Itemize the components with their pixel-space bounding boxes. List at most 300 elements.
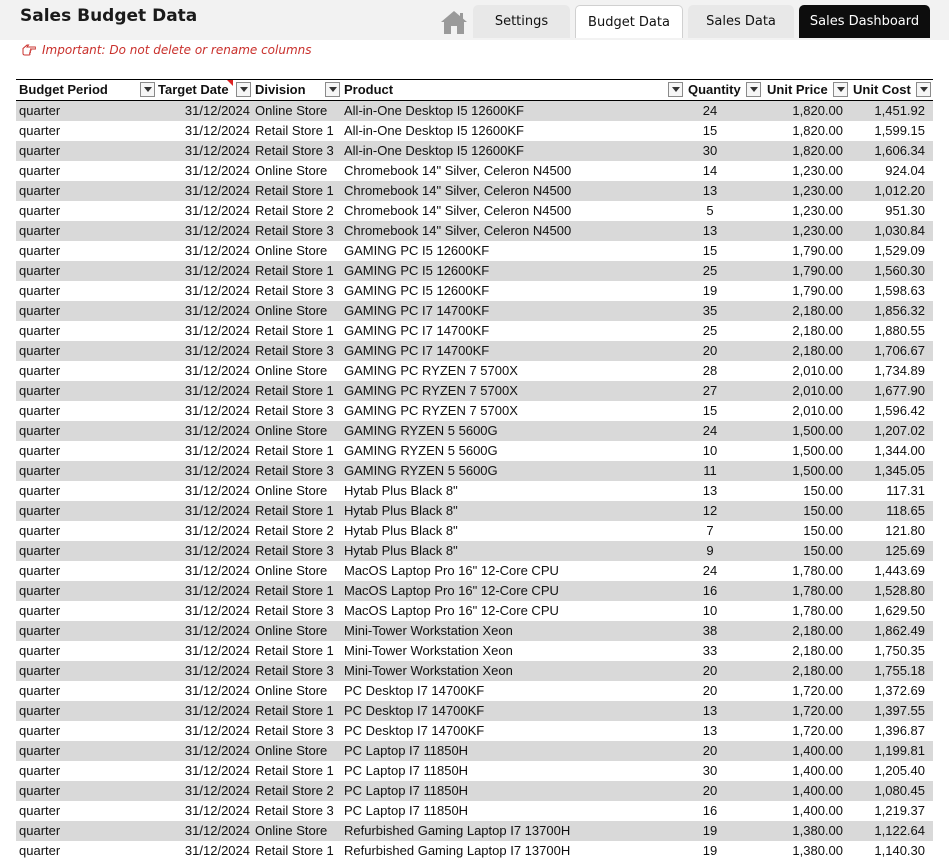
budget-period-cell[interactable]: quarter <box>19 643 61 658</box>
quantity-cell[interactable]: 5 <box>706 203 714 218</box>
division-cell[interactable]: Online Store <box>255 423 328 438</box>
quantity-cell[interactable]: 25 <box>702 323 718 338</box>
unit-cost-cell[interactable]: 118.65 <box>886 503 925 518</box>
target-date-cell[interactable]: 31/12/2024 <box>184 423 250 438</box>
product-cell[interactable]: GAMING PC I7 14700KF <box>344 343 490 358</box>
filter-unit-price-button[interactable] <box>833 82 848 97</box>
product-cell[interactable]: PC Laptop I7 11850H <box>344 763 469 778</box>
product-cell[interactable]: MacOS Laptop Pro 16" 12-Core CPU <box>344 583 559 598</box>
budget-period-cell[interactable]: quarter <box>19 803 61 818</box>
budget-period-cell[interactable]: quarter <box>19 263 61 278</box>
quantity-cell[interactable]: 25 <box>702 263 718 278</box>
unit-price-cell[interactable]: 1,500.00 <box>792 443 843 458</box>
table-row[interactable] <box>16 161 933 181</box>
unit-cost-cell[interactable]: 1,122.64 <box>874 823 925 838</box>
table-row[interactable] <box>16 641 933 661</box>
unit-cost-cell[interactable]: 1,750.35 <box>874 643 925 658</box>
budget-period-cell[interactable]: quarter <box>19 403 61 418</box>
division-cell[interactable]: Retail Store 2 <box>255 783 334 798</box>
budget-period-cell[interactable]: quarter <box>19 303 61 318</box>
unit-cost-cell[interactable]: 1,596.42 <box>874 403 925 418</box>
table-row[interactable] <box>16 581 933 601</box>
table-row[interactable] <box>16 481 933 501</box>
unit-cost-cell[interactable]: 121.80 <box>885 523 925 538</box>
quantity-cell[interactable]: 20 <box>702 663 718 678</box>
target-date-cell[interactable]: 31/12/2024 <box>184 743 250 758</box>
quantity-cell[interactable]: 24 <box>702 423 718 438</box>
unit-price-cell[interactable]: 2,180.00 <box>792 323 843 338</box>
budget-period-cell[interactable]: quarter <box>19 103 61 118</box>
budget-period-cell[interactable]: quarter <box>19 443 61 458</box>
unit-cost-cell[interactable]: 1,207.02 <box>874 423 925 438</box>
unit-cost-cell[interactable]: 1,140.30 <box>874 843 925 858</box>
quantity-cell[interactable]: 13 <box>702 183 718 198</box>
unit-price-cell[interactable]: 150.00 <box>803 543 843 558</box>
unit-cost-cell[interactable]: 1,599.15 <box>874 123 925 138</box>
product-cell[interactable]: MacOS Laptop Pro 16" 12-Core CPU <box>344 603 559 618</box>
quantity-cell[interactable]: 15 <box>702 123 718 138</box>
target-date-cell[interactable]: 31/12/2024 <box>184 463 250 478</box>
target-date-cell[interactable]: 31/12/2024 <box>184 203 250 218</box>
unit-price-cell[interactable]: 1,720.00 <box>792 723 843 738</box>
target-date-cell[interactable]: 31/12/2024 <box>184 163 250 178</box>
unit-cost-cell[interactable]: 1,451.92 <box>874 103 925 118</box>
product-cell[interactable]: Chromebook 14" Silver, Celeron N4500 <box>344 223 572 238</box>
unit-cost-cell[interactable]: 1,755.18 <box>874 663 925 678</box>
target-date-cell[interactable]: 31/12/2024 <box>184 543 250 558</box>
target-date-cell[interactable]: 31/12/2024 <box>184 583 250 598</box>
product-cell[interactable]: All-in-One Desktop I5 12600KF <box>344 123 524 138</box>
target-date-cell[interactable]: 31/12/2024 <box>184 723 250 738</box>
division-cell[interactable]: Online Store <box>255 683 328 698</box>
budget-period-cell[interactable]: quarter <box>19 503 61 518</box>
budget-period-cell[interactable]: quarter <box>19 623 61 638</box>
unit-price-cell[interactable]: 150.00 <box>803 523 843 538</box>
home-button[interactable] <box>438 7 470 37</box>
unit-price-cell[interactable]: 1,230.00 <box>792 203 843 218</box>
product-cell[interactable]: All-in-One Desktop I5 12600KF <box>344 143 524 158</box>
filter-quantity-button[interactable] <box>746 82 761 97</box>
quantity-cell[interactable]: 35 <box>702 303 718 318</box>
division-cell[interactable]: Online Store <box>255 303 328 318</box>
unit-price-cell[interactable]: 1,790.00 <box>792 263 843 278</box>
target-date-cell[interactable]: 31/12/2024 <box>184 343 250 358</box>
table-row[interactable] <box>16 341 933 361</box>
budget-period-cell[interactable]: quarter <box>19 243 61 258</box>
table-row[interactable] <box>16 561 933 581</box>
product-cell[interactable]: Mini-Tower Workstation Xeon <box>344 643 513 658</box>
unit-price-cell[interactable]: 2,180.00 <box>792 343 843 358</box>
unit-price-cell[interactable]: 150.00 <box>803 503 843 518</box>
target-date-cell[interactable]: 31/12/2024 <box>184 143 250 158</box>
target-date-cell[interactable]: 31/12/2024 <box>184 263 250 278</box>
filter-unit-cost-button[interactable] <box>916 82 931 97</box>
quantity-cell[interactable]: 9 <box>706 543 714 558</box>
product-cell[interactable]: Refurbished Gaming Laptop I7 13700H <box>344 843 571 858</box>
quantity-cell[interactable]: 30 <box>702 763 718 778</box>
budget-period-cell[interactable]: quarter <box>19 123 61 138</box>
table-row[interactable] <box>16 801 933 821</box>
unit-price-cell[interactable]: 1,400.00 <box>792 763 843 778</box>
quantity-cell[interactable]: 19 <box>702 843 718 858</box>
tab-sales-data[interactable]: Sales Data <box>688 5 794 38</box>
budget-period-cell[interactable]: quarter <box>19 223 61 238</box>
product-cell[interactable]: All-in-One Desktop I5 12600KF <box>344 103 524 118</box>
budget-period-cell[interactable]: quarter <box>19 703 61 718</box>
unit-price-cell[interactable]: 2,180.00 <box>792 623 843 638</box>
table-row[interactable] <box>16 621 933 641</box>
quantity-cell[interactable]: 33 <box>702 643 718 658</box>
filter-product-button[interactable] <box>668 82 683 97</box>
quantity-cell[interactable]: 20 <box>702 743 718 758</box>
quantity-cell[interactable]: 30 <box>702 143 718 158</box>
division-cell[interactable]: Retail Store 2 <box>255 523 334 538</box>
unit-price-cell[interactable]: 1,230.00 <box>792 163 843 178</box>
unit-cost-cell[interactable]: 1,856.32 <box>874 303 925 318</box>
unit-price-cell[interactable]: 1,790.00 <box>792 283 843 298</box>
target-date-cell[interactable]: 31/12/2024 <box>184 843 250 858</box>
division-cell[interactable]: Online Store <box>255 243 328 258</box>
budget-period-cell[interactable]: quarter <box>19 323 61 338</box>
division-cell[interactable]: Retail Store 1 <box>255 843 334 858</box>
division-cell[interactable]: Retail Store 3 <box>255 543 334 558</box>
target-date-cell[interactable]: 31/12/2024 <box>184 683 250 698</box>
unit-cost-cell[interactable]: 1,080.45 <box>874 783 925 798</box>
product-cell[interactable]: PC Desktop I7 14700KF <box>344 683 485 698</box>
unit-price-cell[interactable]: 1,780.00 <box>792 603 843 618</box>
unit-cost-cell[interactable]: 125.69 <box>885 543 925 558</box>
division-cell[interactable]: Retail Store 1 <box>255 263 334 278</box>
budget-period-cell[interactable]: quarter <box>19 363 61 378</box>
budget-period-cell[interactable]: quarter <box>19 523 61 538</box>
product-cell[interactable]: PC Laptop I7 11850H <box>344 743 469 758</box>
table-row[interactable] <box>16 141 933 161</box>
product-cell[interactable]: GAMING PC I5 12600KF <box>344 243 490 258</box>
unit-price-cell[interactable]: 1,230.00 <box>792 223 843 238</box>
target-date-cell[interactable]: 31/12/2024 <box>184 643 250 658</box>
division-cell[interactable]: Retail Store 1 <box>255 583 334 598</box>
quantity-cell[interactable]: 38 <box>702 623 718 638</box>
product-cell[interactable]: Hytab Plus Black 8" <box>344 523 458 538</box>
quantity-cell[interactable]: 13 <box>702 223 718 238</box>
quantity-cell[interactable]: 15 <box>702 243 718 258</box>
budget-period-cell[interactable]: quarter <box>19 783 61 798</box>
quantity-cell[interactable]: 19 <box>702 823 718 838</box>
product-cell[interactable]: GAMING PC I7 14700KF <box>344 323 490 338</box>
budget-period-cell[interactable]: quarter <box>19 823 61 838</box>
division-cell[interactable]: Online Store <box>255 563 328 578</box>
division-cell[interactable]: Retail Store 3 <box>255 343 334 358</box>
unit-cost-cell[interactable]: 1,345.05 <box>874 463 925 478</box>
unit-price-cell[interactable]: 1,230.00 <box>792 183 843 198</box>
division-cell[interactable]: Retail Store 3 <box>255 603 334 618</box>
unit-cost-cell[interactable]: 1,560.30 <box>874 263 925 278</box>
quantity-cell[interactable]: 10 <box>702 603 718 618</box>
unit-price-cell[interactable]: 1,820.00 <box>792 123 843 138</box>
table-row[interactable] <box>16 821 933 841</box>
budget-period-cell[interactable]: quarter <box>19 163 61 178</box>
unit-cost-cell[interactable]: 1,862.49 <box>874 623 925 638</box>
unit-cost-cell[interactable]: 1,219.37 <box>874 803 925 818</box>
division-cell[interactable]: Online Store <box>255 483 328 498</box>
division-cell[interactable]: Online Store <box>255 163 328 178</box>
division-cell[interactable]: Retail Store 1 <box>255 123 334 138</box>
target-date-cell[interactable]: 31/12/2024 <box>184 283 250 298</box>
budget-period-cell[interactable]: quarter <box>19 283 61 298</box>
division-cell[interactable]: Retail Store 1 <box>255 323 334 338</box>
unit-price-cell[interactable]: 1,400.00 <box>792 743 843 758</box>
budget-period-cell[interactable]: quarter <box>19 743 61 758</box>
division-cell[interactable]: Retail Store 1 <box>255 643 334 658</box>
unit-cost-cell[interactable]: 1,012.20 <box>874 183 925 198</box>
target-date-cell[interactable]: 31/12/2024 <box>184 503 250 518</box>
target-date-cell[interactable]: 31/12/2024 <box>184 103 250 118</box>
budget-period-cell[interactable]: quarter <box>19 423 61 438</box>
unit-price-cell[interactable]: 2,010.00 <box>792 403 843 418</box>
division-cell[interactable]: Online Store <box>255 623 328 638</box>
unit-price-cell[interactable]: 2,180.00 <box>792 303 843 318</box>
division-cell[interactable]: Online Store <box>255 363 328 378</box>
unit-cost-cell[interactable]: 1,528.80 <box>874 583 925 598</box>
budget-period-cell[interactable]: quarter <box>19 683 61 698</box>
target-date-cell[interactable]: 31/12/2024 <box>184 323 250 338</box>
table-row[interactable] <box>16 321 933 341</box>
table-row[interactable] <box>16 441 933 461</box>
quantity-cell[interactable]: 27 <box>702 383 718 398</box>
table-row[interactable] <box>16 421 933 441</box>
product-cell[interactable]: GAMING PC RYZEN 7 5700X <box>344 403 518 418</box>
division-cell[interactable]: Retail Store 1 <box>255 443 334 458</box>
target-date-cell[interactable]: 31/12/2024 <box>184 763 250 778</box>
product-cell[interactable]: GAMING PC I5 12600KF <box>344 263 490 278</box>
unit-cost-cell[interactable]: 1,880.55 <box>874 323 925 338</box>
unit-cost-cell[interactable]: 1,372.69 <box>874 683 925 698</box>
budget-period-cell[interactable]: quarter <box>19 483 61 498</box>
target-date-cell[interactable]: 31/12/2024 <box>184 403 250 418</box>
unit-price-cell[interactable]: 1,780.00 <box>792 583 843 598</box>
product-cell[interactable]: PC Laptop I7 11850H <box>344 783 469 798</box>
product-cell[interactable]: Hytab Plus Black 8" <box>344 503 458 518</box>
quantity-cell[interactable]: 15 <box>702 403 718 418</box>
target-date-cell[interactable]: 31/12/2024 <box>184 123 250 138</box>
unit-cost-cell[interactable]: 1,396.87 <box>874 723 925 738</box>
target-date-cell[interactable]: 31/12/2024 <box>184 483 250 498</box>
unit-price-cell[interactable]: 2,180.00 <box>792 663 843 678</box>
unit-cost-cell[interactable]: 1,529.09 <box>874 243 925 258</box>
product-cell[interactable]: Chromebook 14" Silver, Celeron N4500 <box>344 203 572 218</box>
unit-price-cell[interactable]: 1,720.00 <box>792 683 843 698</box>
unit-cost-cell[interactable]: 924.04 <box>885 163 925 178</box>
unit-cost-cell[interactable]: 1,030.84 <box>874 223 925 238</box>
target-date-cell[interactable]: 31/12/2024 <box>184 183 250 198</box>
unit-price-cell[interactable]: 1,400.00 <box>792 783 843 798</box>
table-row[interactable] <box>16 721 933 741</box>
table-row[interactable] <box>16 221 933 241</box>
product-cell[interactable]: MacOS Laptop Pro 16" 12-Core CPU <box>344 563 559 578</box>
tab-settings[interactable]: Settings <box>473 5 570 38</box>
unit-price-cell[interactable]: 2,010.00 <box>792 363 843 378</box>
target-date-cell[interactable]: 31/12/2024 <box>184 523 250 538</box>
target-date-cell[interactable]: 31/12/2024 <box>184 703 250 718</box>
division-cell[interactable]: Retail Store 3 <box>255 663 334 678</box>
product-cell[interactable]: GAMING PC I5 12600KF <box>344 283 490 298</box>
division-cell[interactable]: Retail Store 3 <box>255 803 334 818</box>
unit-cost-cell[interactable]: 1,677.90 <box>874 383 925 398</box>
budget-period-cell[interactable]: quarter <box>19 763 61 778</box>
division-cell[interactable]: Online Store <box>255 823 328 838</box>
quantity-cell[interactable]: 20 <box>702 343 718 358</box>
target-date-cell[interactable]: 31/12/2024 <box>184 303 250 318</box>
filter-division-button[interactable] <box>325 82 340 97</box>
table-row[interactable] <box>16 761 933 781</box>
unit-price-cell[interactable]: 1,500.00 <box>792 463 843 478</box>
product-cell[interactable]: GAMING PC RYZEN 7 5700X <box>344 363 518 378</box>
table-row[interactable] <box>16 501 933 521</box>
division-cell[interactable]: Retail Store 1 <box>255 183 334 198</box>
product-cell[interactable]: Hytab Plus Black 8" <box>344 543 458 558</box>
target-date-cell[interactable]: 31/12/2024 <box>184 623 250 638</box>
budget-period-cell[interactable]: quarter <box>19 203 61 218</box>
table-row[interactable] <box>16 241 933 261</box>
quantity-cell[interactable]: 13 <box>702 703 718 718</box>
product-cell[interactable]: PC Desktop I7 14700KF <box>344 703 485 718</box>
table-row[interactable] <box>16 301 933 321</box>
unit-cost-cell[interactable]: 1,344.00 <box>874 443 925 458</box>
table-row[interactable] <box>16 401 933 421</box>
unit-cost-cell[interactable]: 1,397.55 <box>874 703 925 718</box>
quantity-cell[interactable]: 16 <box>702 583 718 598</box>
table-row[interactable] <box>16 841 933 861</box>
unit-price-cell[interactable]: 2,010.00 <box>792 383 843 398</box>
product-cell[interactable]: Chromebook 14" Silver, Celeron N4500 <box>344 163 572 178</box>
division-cell[interactable]: Retail Store 3 <box>255 403 334 418</box>
quantity-cell[interactable]: 12 <box>702 503 718 518</box>
division-cell[interactable]: Retail Store 3 <box>255 223 334 238</box>
unit-cost-cell[interactable]: 1,734.89 <box>874 363 925 378</box>
budget-period-cell[interactable]: quarter <box>19 383 61 398</box>
unit-price-cell[interactable]: 150.00 <box>803 483 843 498</box>
budget-period-cell[interactable]: quarter <box>19 843 61 858</box>
product-cell[interactable]: GAMING RYZEN 5 5600G <box>344 423 498 438</box>
product-cell[interactable]: Hytab Plus Black 8" <box>344 483 458 498</box>
division-cell[interactable]: Online Store <box>255 743 328 758</box>
quantity-cell[interactable]: 13 <box>702 723 718 738</box>
table-row[interactable] <box>16 181 933 201</box>
product-cell[interactable]: PC Desktop I7 14700KF <box>344 723 485 738</box>
unit-price-cell[interactable]: 1,380.00 <box>792 843 843 858</box>
quantity-cell[interactable]: 10 <box>702 443 718 458</box>
unit-cost-cell[interactable]: 1,205.40 <box>874 763 925 778</box>
product-cell[interactable]: Mini-Tower Workstation Xeon <box>344 623 513 638</box>
table-row[interactable] <box>16 741 933 761</box>
budget-period-cell[interactable]: quarter <box>19 663 61 678</box>
table-row[interactable] <box>16 521 933 541</box>
unit-price-cell[interactable]: 2,180.00 <box>792 643 843 658</box>
table-row[interactable] <box>16 601 933 621</box>
division-cell[interactable]: Retail Store 2 <box>255 203 334 218</box>
table-row[interactable] <box>16 461 933 481</box>
table-row[interactable] <box>16 781 933 801</box>
quantity-cell[interactable]: 20 <box>702 683 718 698</box>
target-date-cell[interactable]: 31/12/2024 <box>184 663 250 678</box>
product-cell[interactable]: GAMING RYZEN 5 5600G <box>344 463 498 478</box>
table-row[interactable] <box>16 541 933 561</box>
target-date-cell[interactable]: 31/12/2024 <box>184 363 250 378</box>
table-row[interactable] <box>16 701 933 721</box>
target-date-cell[interactable]: 31/12/2024 <box>184 783 250 798</box>
unit-cost-cell[interactable]: 117.31 <box>886 483 925 498</box>
budget-period-cell[interactable]: quarter <box>19 603 61 618</box>
unit-price-cell[interactable]: 1,380.00 <box>792 823 843 838</box>
tab-budget-data[interactable]: Budget Data <box>575 5 683 38</box>
unit-cost-cell[interactable]: 1,629.50 <box>874 603 925 618</box>
division-cell[interactable]: Retail Store 1 <box>255 383 334 398</box>
tab-sales-dashboard[interactable]: Sales Dashboard <box>799 5 930 38</box>
table-row[interactable] <box>16 661 933 681</box>
unit-price-cell[interactable]: 1,780.00 <box>792 563 843 578</box>
budget-period-cell[interactable]: quarter <box>19 563 61 578</box>
product-cell[interactable]: Chromebook 14" Silver, Celeron N4500 <box>344 183 572 198</box>
target-date-cell[interactable]: 31/12/2024 <box>184 803 250 818</box>
budget-period-cell[interactable]: quarter <box>19 463 61 478</box>
unit-price-cell[interactable]: 1,820.00 <box>792 143 843 158</box>
filter-budget-period-button[interactable] <box>140 82 155 97</box>
target-date-cell[interactable]: 31/12/2024 <box>184 603 250 618</box>
unit-cost-cell[interactable]: 1,706.67 <box>874 343 925 358</box>
unit-price-cell[interactable]: 1,500.00 <box>792 423 843 438</box>
unit-price-cell[interactable]: 1,720.00 <box>792 703 843 718</box>
quantity-cell[interactable]: 7 <box>706 523 714 538</box>
target-date-cell[interactable]: 31/12/2024 <box>184 443 250 458</box>
target-date-cell[interactable]: 31/12/2024 <box>184 223 250 238</box>
quantity-cell[interactable]: 14 <box>702 163 718 178</box>
quantity-cell[interactable]: 24 <box>702 103 718 118</box>
unit-price-cell[interactable]: 1,400.00 <box>792 803 843 818</box>
unit-cost-cell[interactable]: 1,598.63 <box>874 283 925 298</box>
budget-period-cell[interactable]: quarter <box>19 183 61 198</box>
division-cell[interactable]: Online Store <box>255 103 328 118</box>
budget-period-cell[interactable]: quarter <box>19 143 61 158</box>
table-row[interactable] <box>16 101 933 121</box>
quantity-cell[interactable]: 19 <box>702 283 718 298</box>
quantity-cell[interactable]: 24 <box>702 563 718 578</box>
table-row[interactable] <box>16 361 933 381</box>
target-date-cell[interactable]: 31/12/2024 <box>184 383 250 398</box>
product-cell[interactable]: Refurbished Gaming Laptop I7 13700H <box>344 823 571 838</box>
table-row[interactable] <box>16 381 933 401</box>
target-date-cell[interactable]: 31/12/2024 <box>184 563 250 578</box>
table-row[interactable] <box>16 281 933 301</box>
quantity-cell[interactable]: 13 <box>702 483 718 498</box>
target-date-cell[interactable]: 31/12/2024 <box>184 243 250 258</box>
budget-period-cell[interactable]: quarter <box>19 723 61 738</box>
product-cell[interactable]: GAMING PC I7 14700KF <box>344 303 490 318</box>
budget-period-cell[interactable]: quarter <box>19 543 61 558</box>
division-cell[interactable]: Retail Store 1 <box>255 503 334 518</box>
quantity-cell[interactable]: 28 <box>702 363 718 378</box>
budget-period-cell[interactable]: quarter <box>19 343 61 358</box>
table-row[interactable] <box>16 201 933 221</box>
unit-cost-cell[interactable]: 1,443.69 <box>874 563 925 578</box>
division-cell[interactable]: Retail Store 3 <box>255 723 334 738</box>
division-cell[interactable]: Retail Store 1 <box>255 763 334 778</box>
filter-target-date-button[interactable] <box>236 82 251 97</box>
division-cell[interactable]: Retail Store 3 <box>255 283 334 298</box>
unit-cost-cell[interactable]: 951.30 <box>885 203 925 218</box>
product-cell[interactable]: PC Laptop I7 11850H <box>344 803 469 818</box>
table-row[interactable] <box>16 261 933 281</box>
product-cell[interactable]: Mini-Tower Workstation Xeon <box>344 663 513 678</box>
